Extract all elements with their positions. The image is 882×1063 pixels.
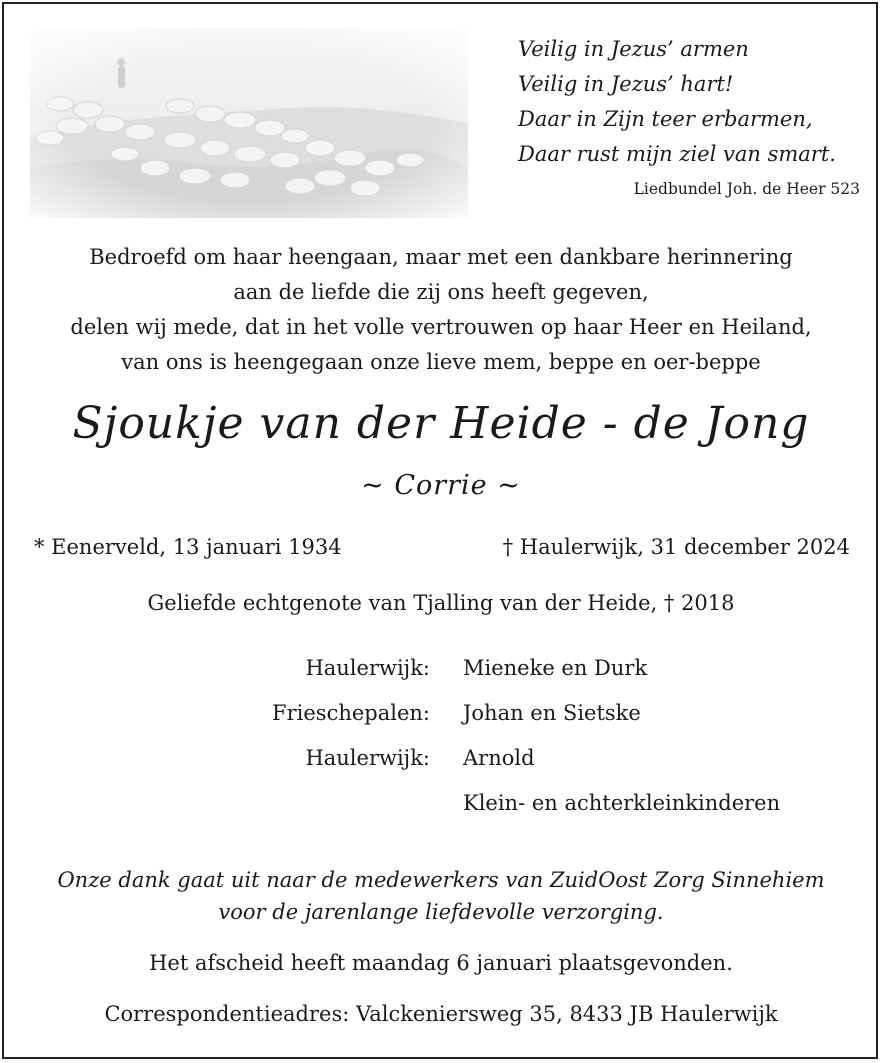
farewell-text: Het afscheid heeft maandag 6 januari plaatsgevonden. (149, 951, 733, 975)
sheep-flock-image (30, 28, 468, 218)
family-place: Haulerwijk: (305, 656, 430, 680)
thanks-line: voor de jarenlange liefdevolle verzorging. (218, 900, 664, 924)
correspondence-address: Correspondentieadres: Valckeniersweg 35, 8433 JB Haulerwijk (104, 1002, 778, 1026)
family-place: Haulerwijk: (305, 746, 430, 770)
family-row (0, 746, 882, 776)
verse-line: Daar rust mijn ziel van smart. (518, 142, 836, 166)
deceased-name: Sjoukje van der Heide - de Jong (72, 398, 810, 449)
family-names: Johan en Sietske (463, 701, 641, 725)
deceased-nickname: ~ Corrie ~ (361, 470, 521, 501)
family-row (0, 701, 882, 731)
intro-line: van ons is heengegaan onze lieve mem, beppe en oer-beppe (121, 350, 761, 374)
intro-line: delen wij mede, dat in het volle vertrouwen op haar Heer en Heiland, (70, 315, 812, 339)
family-names: Mieneke en Durk (463, 656, 648, 680)
family-names: Klein- en achterkleinkinderen (463, 791, 781, 815)
verse-line: Daar in Zijn teer erbarmen, (518, 107, 813, 131)
verse-line: Veilig in Jezus’ armen (518, 37, 749, 61)
verse-source: Liedbundel Joh. de Heer 523 (633, 180, 860, 198)
birth-info: * Eenerveld, 13 januari 1934 (34, 535, 342, 559)
verse (518, 32, 868, 172)
family-row (0, 791, 882, 821)
intro-line: aan de liefde die zij ons heeft gegeven, (233, 280, 649, 304)
thanks-line: Onze dank gaat uit naar de medewerkers van ZuidOost Zorg Sinnehiem (57, 868, 825, 892)
intro-line: Bedroefd om haar heengaan, maar met een dankbare herinnering (89, 245, 793, 269)
intro-text (0, 240, 882, 380)
shepherd-sheep-photo (30, 28, 468, 218)
family-row (0, 656, 882, 686)
family-place: Frieschepalen: (272, 701, 430, 725)
death-info: † Haulerwijk, 31 december 2024 (502, 535, 850, 559)
family-names: Arnold (463, 746, 535, 770)
thanks-text (0, 864, 882, 928)
spouse-info: Geliefde echtgenote van Tjalling van der Heide, † 2018 (147, 591, 735, 615)
verse-line: Veilig in Jezus’ hart! (518, 72, 734, 96)
